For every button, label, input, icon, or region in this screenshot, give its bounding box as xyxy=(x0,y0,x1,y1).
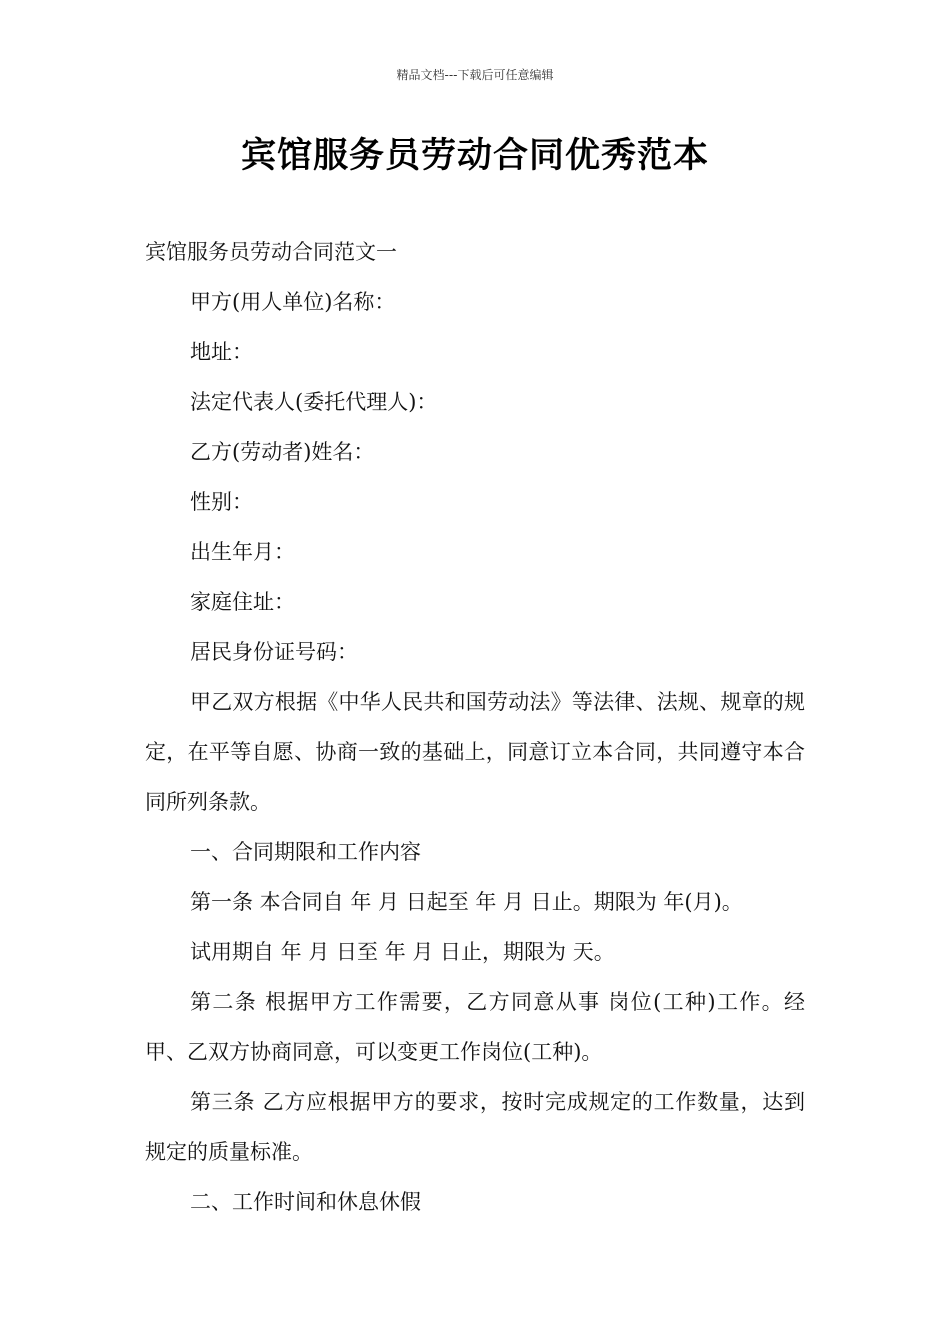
preamble-paragraph: 甲乙双方根据《中华人民共和国劳动法》等法律、法规、规章的规定，在平等自愿、协商一致的基础上，同意订立本合同，共同遵守本合同所列条款。 xyxy=(145,690,805,814)
address-field: 地址： xyxy=(190,340,253,364)
document-body xyxy=(145,227,805,1227)
party-b-name-field: 乙方(劳动者)姓名： xyxy=(190,440,375,464)
chapter-heading: 二、工作时间和休息休假 xyxy=(190,1190,421,1214)
article-paragraph: 第一条 本合同自 年 月 日起至 年 月 日止。期限为 年(月)。 xyxy=(190,890,743,914)
birth-date-field: 出生年月： xyxy=(190,540,295,564)
home-address-field: 家庭住址： xyxy=(190,590,295,614)
legal-representative-field: 法定代表人(委托代理人)： xyxy=(190,390,438,414)
gender-field: 性别： xyxy=(190,490,253,514)
article-paragraph: 第二条 根据甲方工作需要，乙方同意从事 岗位(工种)工作。经甲、乙双方协商同意，可以变更工作岗位(工种)。 xyxy=(145,990,805,1064)
id-number-field: 居民身份证号码： xyxy=(190,640,358,664)
document-title: 宾馆服务员劳动合同优秀范本 xyxy=(240,136,709,176)
article-paragraph: 第三条 乙方应根据甲方的要求，按时完成规定的工作数量，达到规定的质量标准。 xyxy=(145,1090,805,1164)
header-note: 精品文档---下载后可任意编辑 xyxy=(396,68,554,82)
chapter-heading: 一、合同期限和工作内容 xyxy=(190,840,421,864)
probation-paragraph: 试用期自 年 月 日至 年 月 日止，期限为 天。 xyxy=(190,940,615,964)
party-a-name-field: 甲方(用人单位)名称： xyxy=(190,290,396,314)
section-heading: 宾馆服务员劳动合同范文一 xyxy=(145,240,397,264)
